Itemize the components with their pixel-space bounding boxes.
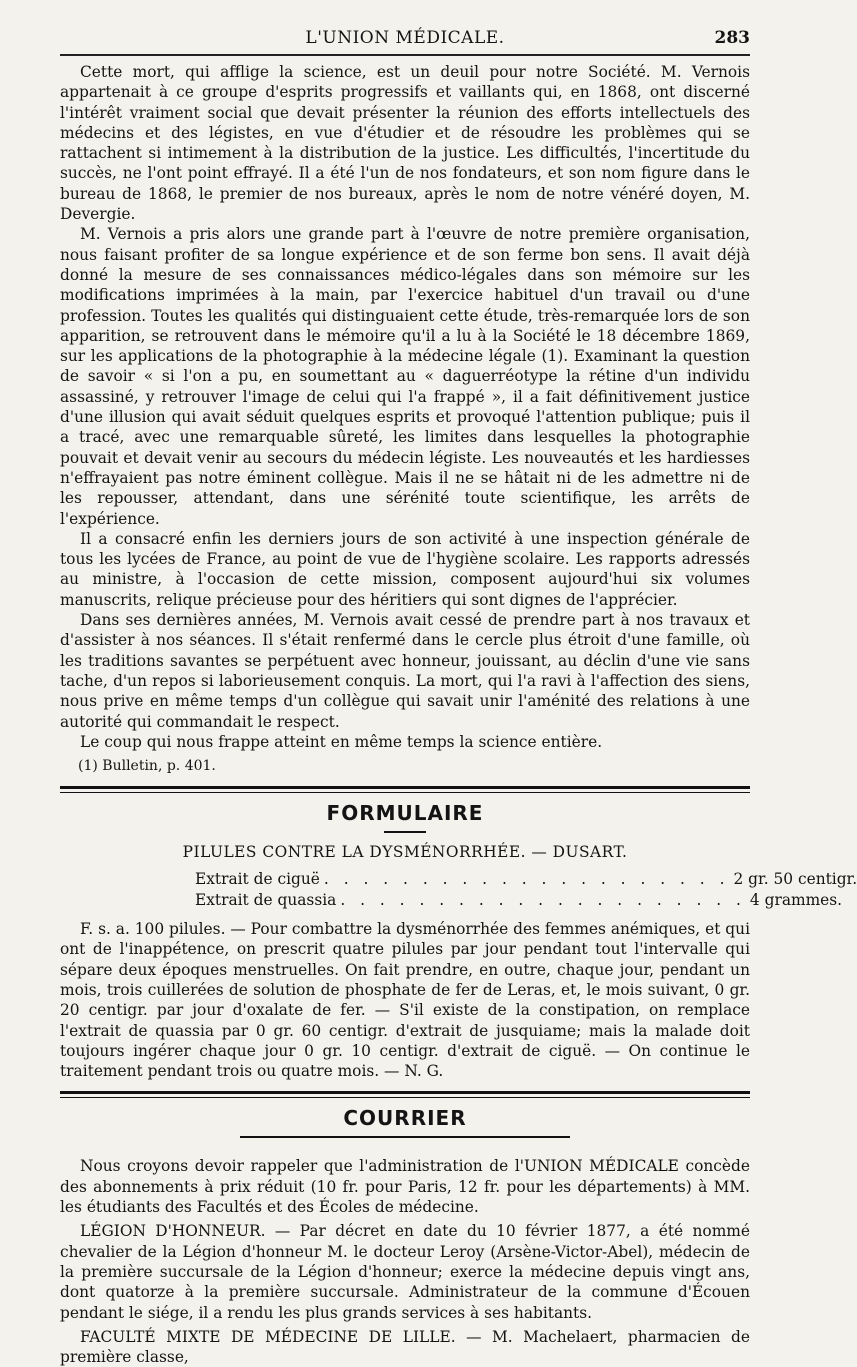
courrier-paragraph-2 xyxy=(60,1221,750,1322)
formulaire-heading: FORMULAIRE xyxy=(60,801,750,825)
ingredient-row xyxy=(60,890,675,911)
obituary-paragraph-2: M. Vernois a pris alors une grande part à l'œuvre de notre première organisation, nous faisant profiter de sa longue expérience et de son ferme bon sens. Il avait déjà donné la mesure de ses connaissances médico-légales dans son mémoire sur les modifications imprimées à la main, par l'exercice habituel d'un travail ou d'une profession. Toutes les qualités qui distinguaient cette étude, très-remarquée lors de son apparition, se retrouvent dans le mémoire qu'il a lu à la Société le 18 décembre 1869, sur les applications de la photographie à la médecine légale (1). Examinant la question de savoir « si l'on a pu, en soumettant au « daguerréotype la rétine d'un individu assassiné, y retrouver l'image de celui qui l'a frappé », il a fait définitivement justice d'une illusion qui avait séduit quelques esprits et provoqué l'attention publique; puis il a tracé, avec une remarquable sûreté, les limites dans lesquelles la photographie pouvait et devait venir au secours du médecin légiste. Les nouveautés et les hardiesses n'effrayaient pas notre éminent collègue. Mais il ne se hâtait ni de les admettre ni de les repousser, attendant, dans une sérénité toute scientifique, les arrêts de l'expérience. xyxy=(60,224,750,528)
recipe-title: PILULES CONTRE LA DYSMÉNORRHÉE. — DUSART. xyxy=(60,843,750,861)
ingredient-dose: 2 gr. 50 centigr. xyxy=(730,869,857,890)
leader-dots: . . . . . . . . . . . . . . . . . . . . . xyxy=(336,890,746,911)
obituary-paragraph-5: Le coup qui nous frappe atteint en même temps la science entière. xyxy=(60,732,750,752)
leader-dots: . . . . . . . . . . . . . . . . . . . . . xyxy=(320,869,730,890)
section-divider xyxy=(60,786,750,793)
heading-underline xyxy=(240,1136,570,1138)
running-head xyxy=(60,20,750,50)
recipe-instructions: F. s. a. 100 pilules. — Pour combattre la dysménorrhée des femmes anémiques, et qui ont de l'inappétence, on prescrit quatre pilules par jour pendant tout l'intervalle qui sépare deux époques menstruelles. On fait prendre, en outre, chaque jour, pendant un mois, trois cuillerées de solution de phosphate de fer de Leras, et, le mois suivant, 0 gr. 20 centigr. par jour d'oxalate de fer. — S'il existe de la constipation, on remplace l'extrait de quassia par 0 gr. 60 centigr. d'extrait de jusquiame; mais la malade doit toujours ingérer chaque jour 0 gr. 10 centigr. d'extrait de ciguë. — On continue le traitement pendant trois ou quatre mois. — N. G. xyxy=(60,919,750,1081)
obituary-paragraph-4: Dans ses dernières années, M. Vernois avait cessé de prendre part à nos travaux et d'assister à nos séances. Il s'était renfermé dans le cercle plus étroit d'une famille, où les traditions savantes se perpétuent avec honneur, jouissant, au déclin d'une vie sans tache, d'un repos si laborieusement conquis. La mort, qui l'a ravi à l'affection des siens, nous prive en même temps d'un collègue qui savait unir l'aménité des relations à une autorité qui commandait le respect. xyxy=(60,610,750,732)
obituary-paragraph-3: Il a consacré enfin les derniers jours de son activité à une inspection générale de tous les lycées de France, au point de vue de l'hygiène scolaire. Les rapports adressés au ministre, à l'occasion de cette mission, composent aujourd'hui six volumes manuscrits, relique précieuse pour des héritiers qui sont dignes de l'apprécier. xyxy=(60,529,750,610)
heading-underline xyxy=(384,831,426,833)
courrier-paragraph-1: Nous croyons devoir rappeler que l'administration de l'UNION MÉDICALE concède des abonnements à prix réduit (10 fr. pour Paris, 12 fr. pour les départements) à MM. les étudiants des Facultés et des Écoles de médecine. xyxy=(60,1156,750,1217)
running-title: L'UNION MÉDICALE. xyxy=(60,28,750,48)
obituary-paragraph-1: Cette mort, qui afflige la science, est un deuil pour notre Société. M. Vernois appartenait à ce groupe d'esprits progressifs et vaillants qui, en 1868, ont discerné l'intérêt vraiment social que devait présenter la réunion des efforts intellectuels des médecins et des légistes, en vue d'étudier et de résoudre les problèmes qui se rattachent si intimement à la distribution de la justice. Les difficultés, l'incertitude du succès, ne l'ont point effrayé. Il a été l'un de nos fondateurs, et son nom figure dans le bureau de 1868, le premier de nos bureaux, après le nom de notre vénéré doyen, M. Devergie. xyxy=(60,62,750,224)
ingredient-dose: 4 grammes. xyxy=(746,890,842,911)
footnote: (1) Bulletin, p. 401. xyxy=(78,756,750,776)
header-rule xyxy=(60,54,750,56)
item-lead: LÉGION D'HONNEUR. xyxy=(80,1222,266,1240)
courrier-paragraph-3 xyxy=(60,1327,750,1367)
item-body: — M. Machelaert, pharmacien de première classe, xyxy=(60,1328,750,1366)
ingredient-row xyxy=(60,869,675,890)
ingredient-name: Extrait de ciguë xyxy=(195,869,320,890)
courrier-heading: COURRIER xyxy=(60,1106,750,1130)
page-number: 283 xyxy=(715,28,751,48)
section-divider xyxy=(60,1091,750,1098)
page xyxy=(60,20,750,1367)
item-lead: FACULTÉ MIXTE DE MÉDECINE DE LILLE. xyxy=(80,1328,456,1346)
ingredient-name: Extrait de quassia xyxy=(195,890,336,911)
item-body: — Par décret en date du 10 février 1877, a été nommé chevalier de la Légion d'honneur M. le docteur Leroy (Arsène-Victor-Abel), médecin de la première succursale de la Légion d'honneur; exerce la médecine depuis vingt ans, dont quatorze à la première succursale. Administrateur de la commune d'Écouen pendant le siége, il a rendu les plus grands services à ses habitants. xyxy=(60,1222,750,1321)
